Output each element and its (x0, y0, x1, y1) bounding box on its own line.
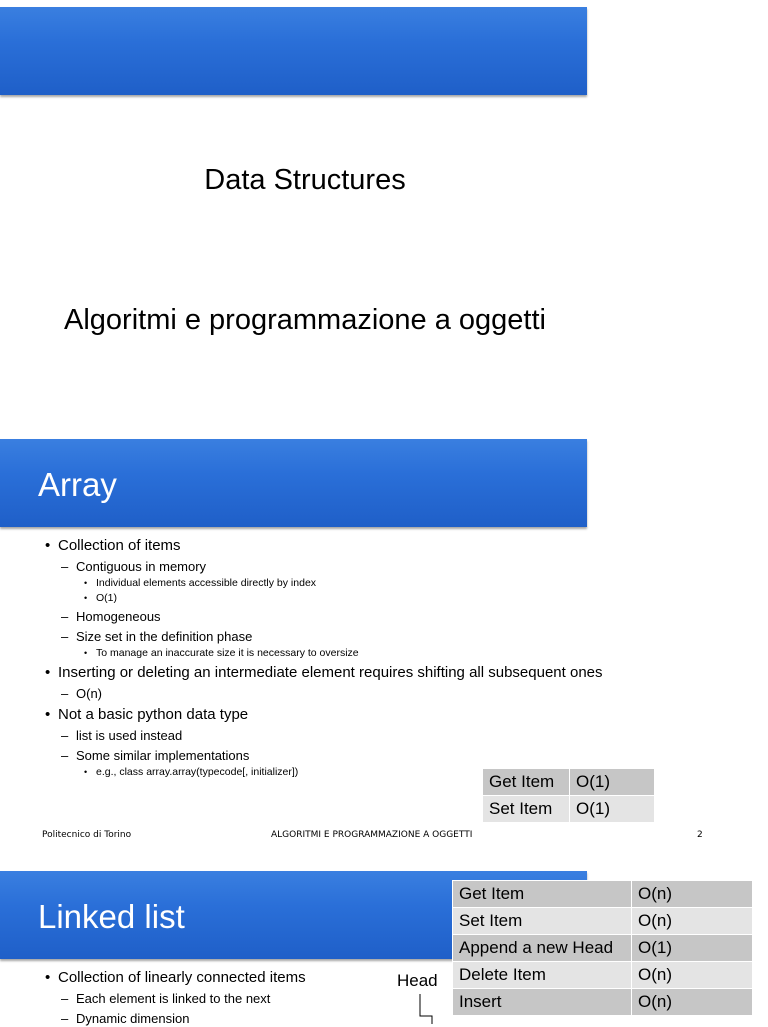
operation-cell: Get Item (453, 881, 632, 908)
complexity-row (453, 881, 753, 908)
bullet-level-3: • Individual elements accessible directly by index (42, 576, 622, 590)
slide2-banner (0, 439, 587, 527)
complexity-cell: O(n) (632, 989, 753, 1016)
bullet-level-2: – Each element is linked to the next (42, 990, 382, 1007)
bullet-level-1: • Collection of linearly connected items (42, 968, 382, 987)
bullet-level-3: • O(1) (42, 591, 622, 605)
linked-list-complexity-table (452, 880, 753, 1016)
complexity-row (453, 935, 753, 962)
complexity-cell: O(1) (570, 796, 655, 823)
bullet-level-2: – Size set in the definition phase (42, 628, 622, 645)
complexity-row (453, 908, 753, 935)
slide3-bullet-list (42, 965, 382, 1027)
bullet-level-1: • Not a basic python data type (42, 705, 622, 724)
bullet-level-2: – O(n) (42, 685, 622, 702)
slide1-banner (0, 7, 587, 95)
bullet-level-2: – Contiguous in memory (42, 558, 622, 575)
bullet-level-3: • To manage an inaccurate size it is necessary to oversize (42, 646, 622, 660)
slide2-bullet-list (42, 533, 622, 779)
bullet-level-2: – list is used instead (42, 727, 622, 744)
array-complexity-table (482, 768, 655, 823)
slide3-title: Linked list (38, 898, 185, 935)
bullet-level-2: – Homogeneous (42, 608, 622, 625)
bullet-level-2: – Some similar implementations (42, 747, 622, 764)
operation-cell: Insert (453, 989, 632, 1016)
head-label: Head (397, 971, 438, 990)
footer-page-number: 2 (697, 830, 703, 840)
bullet-level-1: • Collection of items (42, 536, 622, 555)
complexity-cell: O(1) (632, 935, 753, 962)
operation-cell: Set Item (483, 796, 570, 823)
presentation-subtitle: Algoritmi e programmazione a oggetti (64, 304, 546, 336)
complexity-cell: O(n) (632, 962, 753, 989)
complexity-cell: O(n) (632, 881, 753, 908)
bullet-level-1: • Inserting or deleting an intermediate element requires shifting all subsequent ones (42, 663, 622, 682)
complexity-row (483, 769, 655, 796)
complexity-row (453, 962, 753, 989)
complexity-cell: O(1) (570, 769, 655, 796)
operation-cell: Append a new Head (453, 935, 632, 962)
slide2-title: Array (38, 466, 117, 503)
head-pointer-arrow (419, 994, 433, 1024)
footer-course: ALGORITMI E PROGRAMMAZIONE A OGGETTI (271, 830, 473, 840)
presentation-title: Data Structures (204, 164, 406, 196)
footer-institution: Politecnico di Torino (42, 830, 132, 840)
bullet-level-3: • e.g., class array.array(typecode[, initializer]) (42, 765, 622, 779)
bullet-level-2: – Dynamic dimension (42, 1010, 382, 1027)
complexity-row (483, 796, 655, 823)
operation-cell: Get Item (483, 769, 570, 796)
complexity-row (453, 989, 753, 1016)
complexity-cell: O(n) (632, 908, 753, 935)
operation-cell: Set Item (453, 908, 632, 935)
operation-cell: Delete Item (453, 962, 632, 989)
